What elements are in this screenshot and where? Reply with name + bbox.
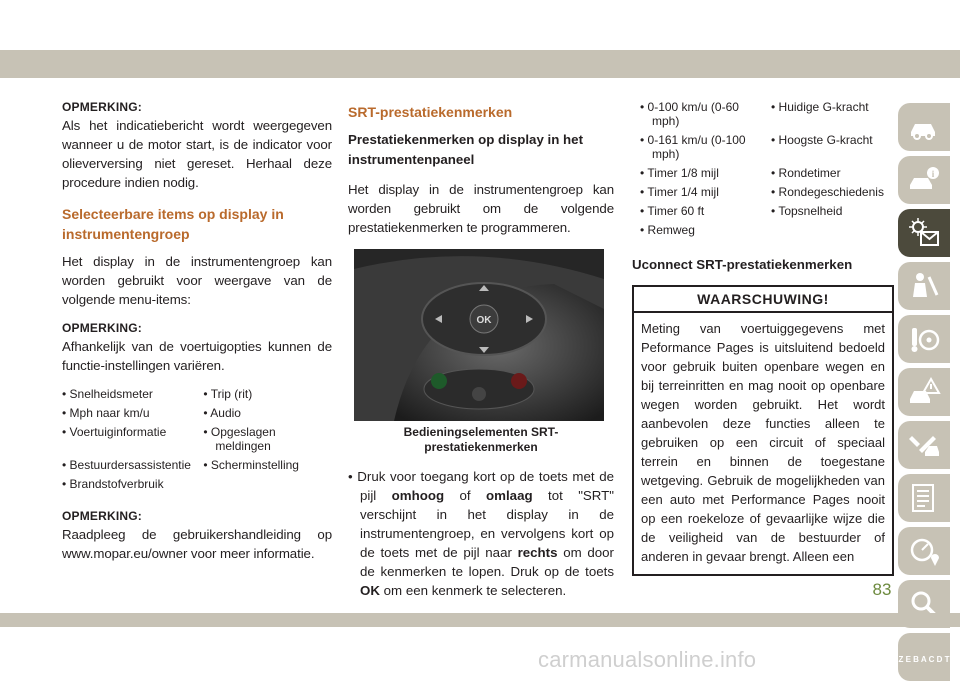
note-label: OPMERKING: <box>62 509 142 523</box>
list-item: • Audio <box>203 406 241 420</box>
car-warning-icon[interactable] <box>898 156 950 204</box>
page-number: 83 <box>872 580 892 599</box>
alphabet-index-icon[interactable] <box>898 633 950 681</box>
warning-title: WAARSCHUWING! <box>634 287 892 313</box>
list-item: • Snelheidsmeter <box>62 387 153 401</box>
list-item: • 0-161 km/u (0-100 mph) <box>640 133 746 161</box>
alphabet-index-text: Z E B A C D T <box>898 655 950 664</box>
section-heading: Selecteerbare items op display in instrumentengroep <box>62 206 284 242</box>
roadside-warning-icon[interactable] <box>898 368 950 416</box>
list-item: • Trip (rit) <box>203 387 253 401</box>
safety-occupant-icon[interactable] <box>898 262 950 310</box>
list-item: • Timer 60 ft <box>640 204 705 218</box>
key-steering-wheel-icon[interactable] <box>898 315 950 363</box>
intro-text: Het display in de instrumentengroep kan worden gebruikt voor weergave van de volgende menu-items: <box>62 254 332 307</box>
left-column <box>62 100 332 575</box>
list-item: • 0-100 km/u (0-60 mph) <box>640 100 739 128</box>
list-item: • Timer 1/4 mijl <box>640 185 719 199</box>
list-item: • Brandstofverbruik <box>62 477 164 491</box>
photo-caption: Bedieningselementen SRT-prestatiekenmerken <box>403 425 559 454</box>
note-text: Afhankelijk van de voertuigopties kunnen de functie-instellingen variëren. <box>62 339 332 373</box>
top-band <box>0 50 960 78</box>
list-item: • Bestuurdersassistentie <box>62 458 191 472</box>
watermark: carmanualsonline.info <box>538 647 757 672</box>
tools-car-icon[interactable] <box>898 421 950 469</box>
car-info-icon[interactable] <box>898 103 950 151</box>
ok-button-label: OK <box>476 315 492 326</box>
list-item: • Mph naar km/u <box>62 406 150 420</box>
list-item: • Rondegeschiedenis <box>771 185 884 199</box>
list-item: • Remweg <box>640 223 695 237</box>
section-heading: SRT-prestatiekenmerken <box>348 104 513 120</box>
note-label: OPMERKING: <box>62 100 142 114</box>
instruction-bullet: • Druk voor toegang kort op de toets met de pijl omhoog of omlaag tot "SRT" verschijnt in het display in de instrumentengroep, en vervolgens kort op de toets met de pijl naar rechts om door de kenmerken te lopen. Druk op de toets OK om een kenmerk te selecteren. <box>348 469 614 598</box>
performance-items-list <box>640 100 894 237</box>
checklist-icon[interactable] <box>898 474 950 522</box>
note-label: OPMERKING: <box>62 321 142 335</box>
svg-text:i: i <box>931 169 935 179</box>
list-item: • Huidige G-kracht <box>771 100 869 114</box>
list-item: • Timer 1/8 mijl <box>640 166 719 180</box>
list-item: • Opgeslagen meldingen <box>203 425 276 453</box>
note-text: Raadpleeg de gebruikershandleiding op www.mopar.eu/owner voor meer informatie. <box>62 527 332 561</box>
middle-column <box>348 100 614 600</box>
gauge-pin-icon[interactable] <box>898 527 950 575</box>
list-item: • Topsnelheid <box>771 204 843 218</box>
bottom-band <box>0 613 960 627</box>
menu-items-list <box>62 387 332 491</box>
subheading: Uconnect SRT-prestatiekenmerken <box>632 257 853 272</box>
list-item: • Hoogste G-kracht <box>771 133 873 147</box>
dashboard-lights-message-icon[interactable] <box>898 209 950 257</box>
note-text: Als het indicatiebericht wordt weergegeven wanneer u de motor start, is de indicator voor olieverversing niet gereset. Herhaal deze procedure indien nodig. <box>62 118 332 190</box>
list-item: • Rondetimer <box>771 166 841 180</box>
warning-box <box>632 285 894 576</box>
warning-text: Meting van voertuiggegevens met Peformance Pages is uitsluitend bedoeld voor gebruik buiten openbare wegen en bij terreinritten en mag nooit op openbare wegen worden gebruikt. Het wordt aanbevolen deze functies alleen te gebruiken op een circuit of speciaal terrein en binnen de toegestane wetgeving. Gebruik de mogelijkheden van een auto met Performance Pages nooit op een roekeloze of gevaarlijke wijze die de veiligheid van de bestuurder of anderen in gevaar brengt. Alleen een <box>641 321 885 564</box>
chapter-tabs <box>898 103 954 686</box>
right-column <box>632 100 894 576</box>
list-item: • Scherminstelling <box>203 458 299 472</box>
subheading: Prestatiekenmerken op display in het instrumentenpaneel <box>348 132 583 167</box>
steering-wheel-controls-photo <box>354 249 604 421</box>
list-item: • Voertuiginformatie <box>62 425 167 439</box>
intro-text: Het display in de instrumentengroep kan worden gebruikt om de volgende prestatiekenmerken te programmeren. <box>348 182 614 235</box>
